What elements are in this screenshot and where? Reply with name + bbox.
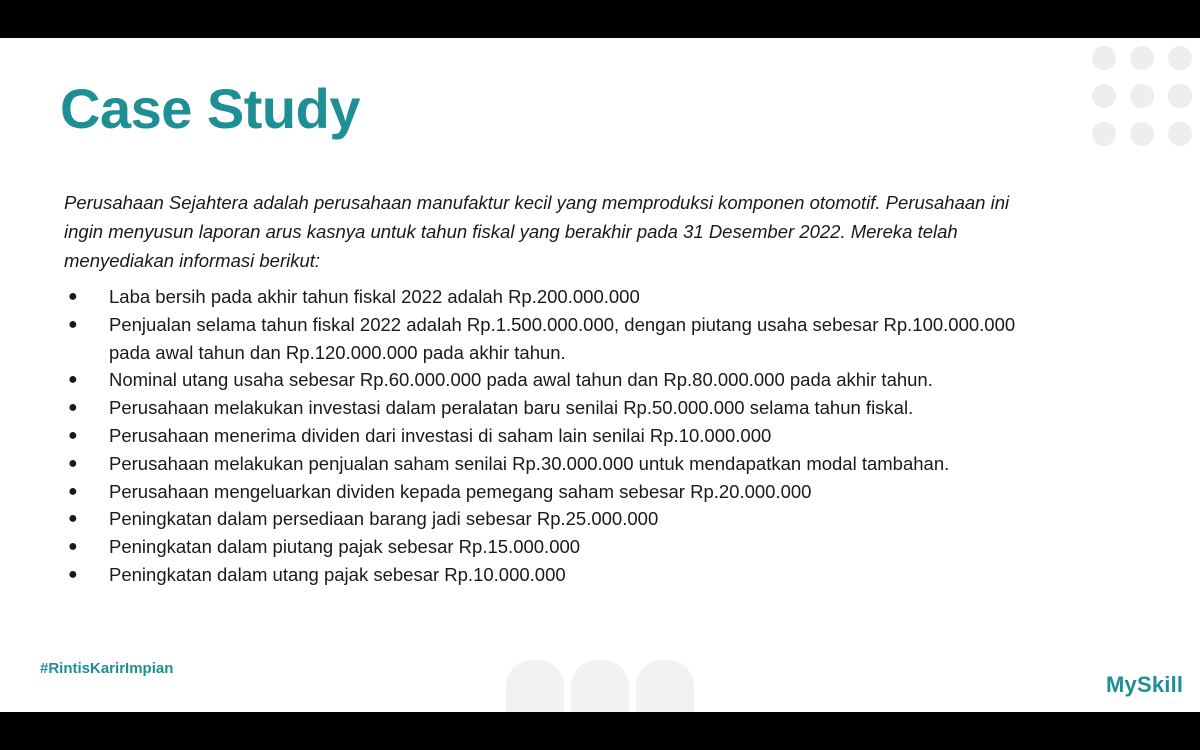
- decor-dot: [1092, 84, 1116, 108]
- list-item: [64, 450, 1049, 478]
- list-item: [64, 561, 1049, 589]
- brand-logo: MySkill: [1106, 672, 1184, 697]
- list-item-text: Perusahaan mengeluarkan dividen kepada pemegang saham sebesar Rp.20.000.000: [109, 480, 812, 502]
- list-item-text: Perusahaan menerima dividen dari investasi di saham lain senilai Rp.10.000.000: [109, 424, 772, 446]
- list-item-text: Nominal utang usaha sebesar Rp.60.000.000 pada awal tahun dan Rp.80.000.000 pada akhir tahun.: [109, 369, 933, 391]
- list-item-text: Perusahaan melakukan penjualan saham senilai Rp.30.000.000 untuk mendapatkan modal tambahan.: [109, 452, 950, 474]
- decor-dot: [1092, 46, 1116, 70]
- decor-dot: [1168, 122, 1192, 146]
- bullet-icon: ●: [68, 288, 78, 305]
- list-item-text: Peningkatan dalam piutang pajak sebesar Rp.15.000.000: [109, 536, 581, 558]
- list-item-text: Peningkatan dalam utang pajak sebesar Rp.10.000.000: [109, 563, 566, 585]
- list-item: [64, 394, 1049, 422]
- bullet-icon: ●: [68, 454, 78, 472]
- bullet-icon: ●: [68, 315, 78, 333]
- decorative-tab-shape: [571, 660, 629, 712]
- bullet-icon: ●: [68, 371, 78, 389]
- bullet-icon: ●: [68, 538, 78, 556]
- intro-paragraph: Perusahaan Sejahtera adalah perusahaan manufaktur kecil yang memproduksi komponen otomotif. Perusahaan ini ingin menyusun laporan arus kasnya untuk tahun fiskal yang berakhir pada 31 Desember 2022. Mereka telah menyediakan informasi berikut:: [64, 192, 1010, 271]
- list-item-text: Perusahaan melakukan investasi dalam peralatan baru senilai Rp.50.000.000 selama tahun fiskal.: [109, 397, 914, 419]
- list-item: [64, 422, 1049, 450]
- list-item: [64, 283, 1049, 311]
- list-item-text: Penjualan selama tahun fiskal 2022 adalah Rp.1.500.000.000, dengan piutang usaha sebesar Rp.100.000.000 pada awal tahun dan Rp.120.000.000 pada akhir tahun.: [109, 313, 1016, 363]
- list-item-text: Laba bersih pada akhir tahun fiskal 2022 adalah Rp.200.000.000: [109, 286, 640, 307]
- slide-title: Case Study: [60, 77, 360, 140]
- case-facts-list: [64, 283, 1049, 589]
- list-item: [64, 311, 1049, 367]
- list-item: [64, 478, 1049, 506]
- decor-dot: [1130, 122, 1154, 146]
- bullet-icon: ●: [68, 399, 78, 417]
- decorative-tab-shape: [636, 660, 694, 712]
- bullet-icon: ●: [68, 510, 78, 528]
- decor-dot: [1092, 122, 1116, 146]
- decor-dot: [1168, 84, 1192, 108]
- hashtag-footer: #RintisKarirImpian: [40, 660, 174, 677]
- slide: [0, 38, 1200, 712]
- bullet-icon: ●: [68, 565, 78, 583]
- decorative-dot-grid: [1092, 46, 1192, 146]
- list-item: [64, 533, 1049, 561]
- decor-dot: [1130, 84, 1154, 108]
- list-item-text: Peningkatan dalam persediaan barang jadi sebesar Rp.25.000.000: [109, 508, 659, 530]
- bullet-icon: ●: [68, 482, 78, 500]
- bullet-icon: ●: [68, 426, 78, 444]
- decorative-tab-shape: [506, 660, 564, 712]
- list-item: [64, 505, 1049, 533]
- decor-dot: [1168, 46, 1192, 70]
- decor-dot: [1130, 46, 1154, 70]
- list-item: [64, 366, 1049, 394]
